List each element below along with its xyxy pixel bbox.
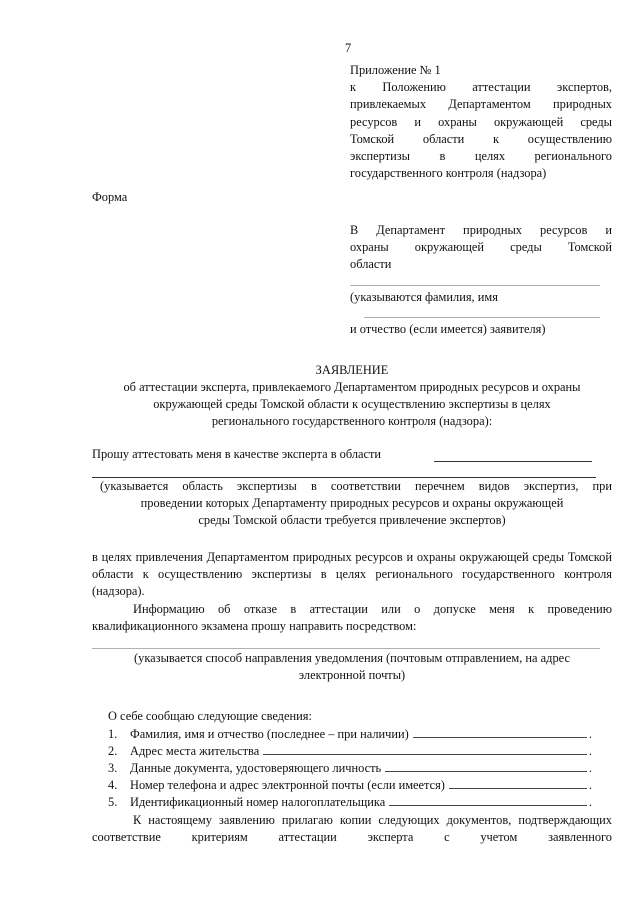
- about-item-end: .: [588, 795, 592, 809]
- about-item-label: Адрес места жительства: [130, 744, 260, 758]
- statement-title: ЗАЯВЛЕНИЕ: [315, 363, 389, 377]
- page-number: 7: [345, 41, 352, 55]
- appendix-block: [350, 62, 612, 182]
- address-field[interactable]: [263, 742, 587, 755]
- appendix-line: Томской области к осуществлению: [350, 131, 612, 146]
- addressee-block: [350, 222, 612, 274]
- about-item: [108, 793, 592, 811]
- area-hint-line: проведении которых Департаменту природных ресурсов и охраны окружающей: [140, 496, 564, 511]
- method-hint-line: электронной почты): [298, 668, 406, 683]
- statement-subtitle-line: регионального государственного контроля (надзора):: [211, 414, 493, 429]
- about-item-label: Идентификационный номер налогоплательщика: [130, 795, 386, 809]
- about-intro: О себе сообщаю следующие сведения:: [108, 709, 312, 723]
- about-item-number: 1.: [108, 727, 118, 741]
- appendix-title: Приложение № 1: [350, 63, 441, 77]
- expertise-area-field[interactable]: [434, 461, 592, 462]
- statement-subtitle-line: окружающей среды Томской области к осуществлению экспертизы в целях: [153, 397, 551, 412]
- name-hint: (указываются фамилия, имя: [350, 290, 498, 304]
- purpose-paragraph: в целях привлечения Департаментом природных ресурсов и охраны окружающей среды Томской области к осуществлению экспертизы в целях регионального государственного контроля (надзора).: [92, 550, 612, 599]
- about-item-label: Данные документа, удостоверяющего личность: [130, 761, 382, 775]
- area-hint-line: (указывается область экспертизы в соответствии перечнем видов экспертиз, при: [100, 479, 612, 493]
- method-hint: [92, 650, 612, 684]
- notification-paragraph: Информацию об отказе в аттестации или о допуске меня к проведению квалификационного экзамена прошу направить посредством:: [92, 602, 612, 634]
- about-item-number: 4.: [108, 778, 118, 792]
- method-hint-line: (указывается способ направления уведомления (почтовым отправлением, на адрес: [134, 651, 570, 665]
- id-document-field[interactable]: [385, 759, 587, 772]
- notification-method-field[interactable]: [92, 648, 600, 649]
- applicant-name-field[interactable]: [350, 285, 600, 286]
- about-item-end: .: [588, 761, 592, 775]
- about-item: [108, 725, 592, 743]
- about-item-number: 2.: [108, 744, 118, 758]
- about-item: [108, 742, 592, 760]
- about-item-number: 3.: [108, 761, 118, 775]
- appendix-line: привлекаемых Департаментом природных: [350, 97, 612, 112]
- about-item: [108, 776, 592, 794]
- addressee-line: охраны окружающей среды Томской: [350, 240, 612, 255]
- about-item-label: Номер телефона и адрес электронной почты (если имеется): [130, 778, 445, 792]
- appendix-line: экспертизы в целях регионального: [350, 149, 612, 164]
- appendix-line: ресурсов и охраны окружающей среды: [350, 114, 612, 129]
- inn-field[interactable]: [389, 793, 587, 806]
- phone-email-field[interactable]: [449, 776, 587, 789]
- applicant-patronymic-field[interactable]: [364, 317, 600, 318]
- full-name-field[interactable]: [413, 725, 587, 738]
- appendix-line: к Положению аттестации экспертов,: [350, 80, 612, 95]
- area-hint-line: среды Томской области требуется привлечение экспертов): [198, 513, 506, 528]
- about-item: [108, 759, 592, 777]
- form-label: Форма: [92, 190, 128, 204]
- about-item-end: .: [588, 778, 592, 792]
- about-item-end: .: [588, 727, 592, 741]
- patronymic-hint: и отчество (если имеется) заявителя): [350, 322, 546, 336]
- about-item-end: .: [588, 744, 592, 758]
- request-text: Прошу аттестовать меня в качестве эксперта в области: [92, 447, 382, 461]
- appendix-line: государственного контроля (надзора): [350, 166, 547, 181]
- area-hint: [92, 478, 612, 530]
- about-item-label: Фамилия, имя и отчество (последнее – при наличии): [130, 727, 409, 741]
- statement-subtitle-line: об аттестации эксперта, привлекаемого Департаментом природных ресурсов и охраны: [123, 380, 581, 394]
- about-item-number: 5.: [108, 795, 118, 809]
- addressee-line: области: [350, 257, 392, 272]
- attachments-paragraph: К настоящему заявлению прилагаю копии следующих документов, подтверждающих соответствие критериям аттестации эксперта с учетом заявленного: [92, 813, 612, 845]
- statement-subtitle: [80, 379, 624, 431]
- addressee-line: В Департамент природных ресурсов и: [350, 223, 612, 237]
